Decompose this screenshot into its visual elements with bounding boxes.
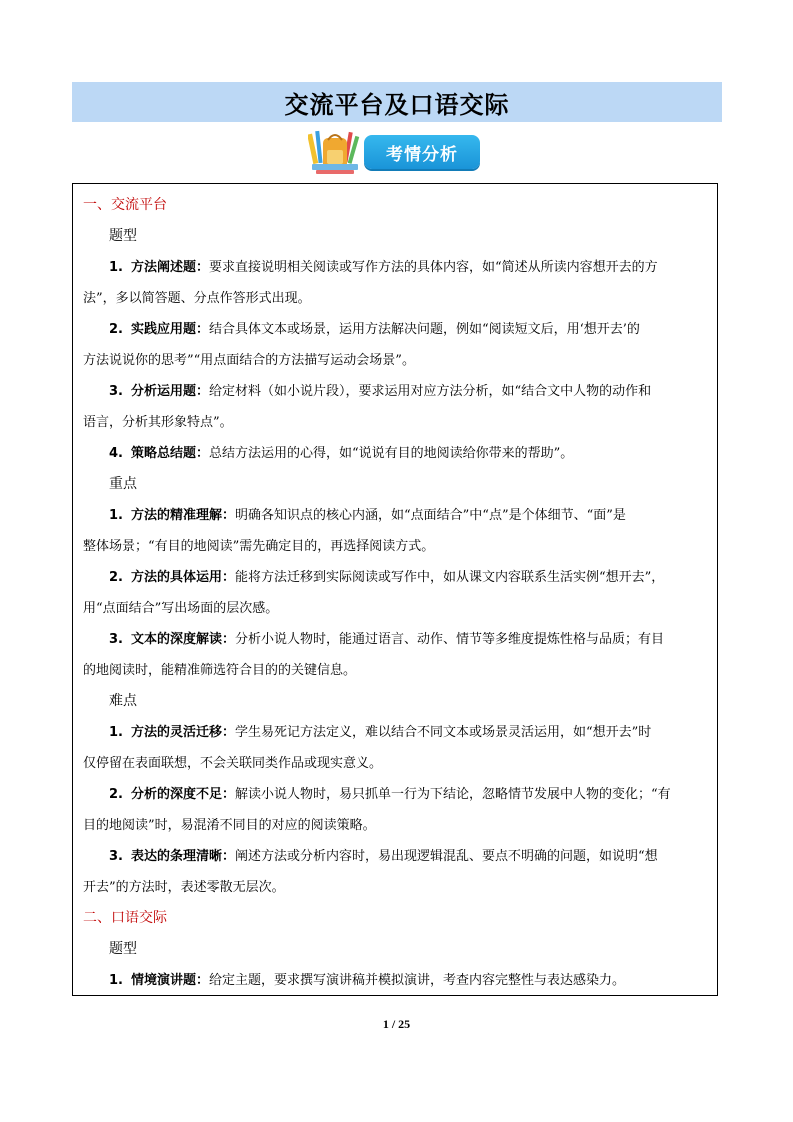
item-text-continued: 目的地阅读”时，易混淆不同目的对应的阅读策略。 [83, 818, 376, 833]
item-text-continued: 仅停留在表面联想，不会关联同类作品或现实意义。 [83, 756, 383, 771]
item-text: 解读小说人物时，易只抓单一行为下结论，忽略情节发展中人物的变化；“有 [235, 787, 671, 802]
list-item [83, 717, 707, 748]
item-label: 文本的深度解读： [130, 632, 235, 647]
item-text: 能将方法迁移到实际阅读或写作中，如从课文内容联系生活实例“想开去”， [235, 570, 665, 585]
item-number: 1. [109, 508, 123, 523]
item-text: 要求直接说明相关阅读或写作方法的具体内容，如“简述从所读内容想开去的方 [209, 260, 658, 275]
item-text: 结合具体文本或场景，运用方法解决问题，例如“阅读短文后，用‘想开去’的 [209, 322, 640, 337]
item-number: 2. [109, 787, 123, 802]
item-label: 实践应用题： [130, 322, 209, 337]
item-number: 1. [109, 260, 123, 275]
content-box [72, 183, 718, 996]
item-text: 给定材料（如小说片段），要求运用对应方法分析，如“结合文中人物的动作和 [209, 384, 652, 399]
section-heading-oral-communication: 二、口语交际 [83, 910, 167, 926]
item-number: 4. [109, 446, 123, 461]
item-label: 表达的条理清晰： [130, 849, 235, 864]
item-number: 2. [109, 570, 123, 585]
title-bar [72, 82, 722, 122]
subheading-difficulties: 难点 [109, 693, 137, 709]
item-text: 明确各知识点的核心内涵，如“点面结合”中“点”是个体细节、“面”是 [235, 508, 626, 523]
item-text-continued: 的地阅读时，能精准筛选符合目的的关键信息。 [83, 663, 357, 678]
item-number: 3. [109, 632, 123, 647]
item-number: 2. [109, 322, 123, 337]
item-text-continued: 整体场景；“有目的地阅读”需先确定目的，再选择阅读方式。 [83, 539, 435, 554]
item-label: 方法阐述题： [130, 260, 209, 275]
list-item [83, 624, 707, 655]
item-number: 1. [109, 973, 123, 988]
page-title: 交流平台及口语交际 [284, 90, 510, 119]
item-number: 3. [109, 384, 123, 399]
item-number: 3. [109, 849, 123, 864]
item-text-continued: 法”，多以简答题、分点作答形式出现。 [83, 291, 311, 306]
list-item [83, 438, 707, 469]
item-label: 分析的深度不足： [130, 787, 235, 802]
item-text-continued: 开去”的方法时，表述零散无层次。 [83, 880, 285, 895]
item-label: 分析运用题： [130, 384, 209, 399]
list-item [83, 252, 707, 283]
item-text: 阐述方法或分析内容时，易出现逻辑混乱、要点不明确的问题，如说明“想 [235, 849, 658, 864]
list-item [83, 841, 707, 872]
school-supplies-icon [308, 128, 362, 176]
item-text: 给定主题，要求撰写演讲稿并模拟演讲，考查内容完整性与表达感染力。 [209, 973, 626, 988]
item-text: 总结方法运用的心得，如“说说有目的地阅读给你带来的帮助”。 [209, 446, 574, 461]
item-text: 分析小说人物时，能通过语言、动作、情节等多维度提炼性格与品质；有目 [235, 632, 665, 647]
subheading-question-types: 题型 [109, 941, 137, 957]
badge-row [308, 128, 480, 176]
subheading-key-points: 重点 [109, 476, 137, 492]
item-label: 情境演讲题： [130, 973, 209, 988]
list-item [83, 562, 707, 593]
item-label: 方法的精准理解： [130, 508, 235, 523]
subheading-question-types: 题型 [109, 228, 137, 244]
item-label: 策略总结题： [130, 446, 209, 461]
exam-analysis-badge [364, 135, 480, 169]
list-item [83, 965, 707, 996]
list-item [83, 779, 707, 810]
list-item [83, 376, 707, 407]
list-item [83, 314, 707, 345]
item-label: 方法的具体运用： [130, 570, 235, 585]
item-label: 方法的灵活迁移： [130, 725, 235, 740]
item-number: 1. [109, 725, 123, 740]
item-text-continued: 用“点面结合”写出场面的层次感。 [83, 601, 279, 616]
section-heading-communication: 一、交流平台 [83, 197, 167, 213]
item-text: 学生易死记方法定义，难以结合不同文本或场景灵活运用，如“想开去”时 [235, 725, 652, 740]
list-item [83, 500, 707, 531]
badge-label: 考情分析 [386, 144, 458, 165]
item-text-continued: 语言，分析其形象特点”。 [83, 415, 233, 430]
item-text-continued: 方法说说你的思考”“用点面结合的方法描写运动会场景”。 [83, 353, 415, 368]
page-number: 1 / 25 [382, 1017, 411, 1031]
